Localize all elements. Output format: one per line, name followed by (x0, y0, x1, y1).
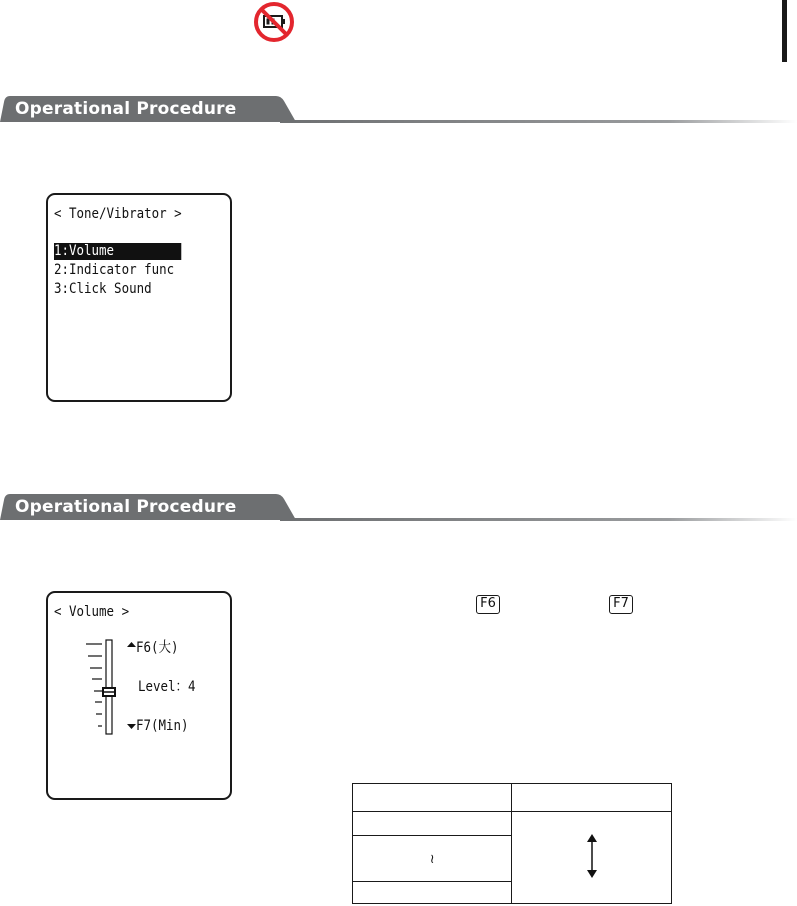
menu-item-click-sound[interactable]: 3:Click Sound (54, 281, 152, 297)
no-battery-icon (253, 1, 295, 43)
table-header-cell (512, 784, 672, 812)
lcd-title: < Volume > (54, 604, 130, 620)
volume-max-label: F6(大) (136, 640, 179, 656)
menu-item-volume[interactable]: 1:Volume (54, 243, 181, 260)
table-cell-arrow (512, 812, 672, 904)
f7-key-icon: F7 (609, 595, 633, 614)
section-title: Operational Procedure (15, 99, 237, 119)
section-header (0, 96, 797, 124)
f6-key-icon: F6 (476, 595, 500, 614)
up-down-arrow-icon (585, 833, 599, 879)
lcd-screen-volume (46, 591, 232, 800)
table-cell (353, 882, 512, 904)
section-header (0, 494, 797, 522)
lcd-title: < Tone/Vibrator > (54, 206, 182, 222)
table-cell (353, 812, 512, 836)
page-edge-bar (782, 0, 787, 62)
volume-level-label: Level：4 (138, 679, 196, 695)
tilde-mark: ≀ (429, 851, 435, 866)
table-header-cell (353, 784, 512, 812)
volume-slider[interactable] (84, 639, 124, 739)
volume-min-label: F7(Min) (136, 718, 189, 734)
lcd-screen-menu (46, 193, 232, 402)
menu-item-indicator[interactable]: 2:Indicator func (54, 262, 175, 278)
table-cell (353, 836, 512, 882)
section-title: Operational Procedure (15, 497, 237, 517)
level-table (352, 783, 672, 904)
